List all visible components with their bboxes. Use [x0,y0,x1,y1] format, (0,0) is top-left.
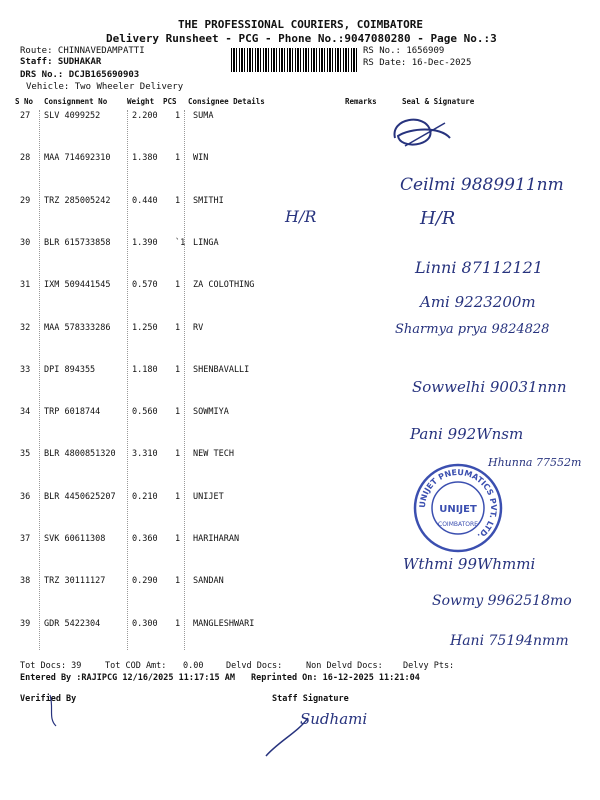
row-pcs: 1 [175,619,181,629]
row-pcs: 1 [175,534,181,544]
row-consignment-no: GDR 5422304 [44,619,101,629]
row-consignment-no: BLR 4450625207 [44,492,116,502]
signature-35: Hhunna 77552m [488,456,582,469]
company-title: THE PROFESSIONAL COURIERS, COIMBATORE [178,18,424,31]
row-consignment-no: SVK 60611308 [44,534,106,544]
sep-line-1 [39,110,41,650]
col-pcs: PCS [163,97,177,106]
row-weight: 1.250 [132,323,158,333]
col-consignment: Consignment No [44,97,108,106]
row-consignee: LINGA [193,238,219,248]
signature-30: Linni 87112121 [415,258,543,277]
signature-37: Wthmi 99Whmmi [403,555,536,573]
row-consignee: UNIJET [193,492,224,502]
total-cod-label: Tot COD Amt: [105,661,167,671]
entered-by: Entered By :RAJIPCG 12/16/2025 11:17:15 AM [20,673,235,683]
row-weight: 0.560 [132,407,158,417]
seal-city-text: COIMBATORE [438,521,478,528]
route: Route: CHINNAVEDAMPATTI [20,46,145,56]
total-docs: Tot Docs: 39 [20,661,82,671]
row-sno: 39 [20,619,31,629]
vehicle: Vehicle: Two Wheeler Delivery [26,82,184,92]
row-pcs: 1 [175,576,181,586]
row-pcs: `1 [175,238,186,248]
row-consignment-no: MAA 578333286 [44,323,111,333]
row-weight: 0.360 [132,534,158,544]
staff-signature: Sudhami [300,710,368,728]
row-sno: 34 [20,407,31,417]
signature-33: Sowwelhi 90031nnn [412,378,567,396]
seal-center-text: UNIJET [439,504,477,515]
col-weight: Weight [127,97,155,106]
row-pcs: 1 [175,280,181,290]
col-remarks: Remarks [345,97,377,106]
row-weight: 0.300 [132,619,158,629]
signature-38: Sowmy 9962518mo [432,593,572,609]
row-consignee: ZA COLOTHING [193,280,255,290]
row-weight: 2.200 [132,111,158,121]
row-consignee: SOWMIYA [193,407,229,417]
row-consignment-no: TRZ 285005242 [44,196,111,206]
signature-29: H/R [420,208,456,229]
runsheet-title: Delivery Runsheet - PCG - Phone No.:9047080280 - Page No.:3 [106,32,497,45]
row-sno: 35 [20,449,31,459]
row-sno: 31 [20,280,31,290]
row-sno: 36 [20,492,31,502]
row-consignment-no: BLR 615733858 [44,238,111,248]
row-sno: 33 [20,365,31,375]
row-consignee: WIN [193,153,209,163]
row-consignee: NEW TECH [193,449,234,459]
row-consignment-no: DPI 894355 [44,365,96,375]
row-consignee: SANDAN [193,576,224,586]
col-seal-signature: Seal & Signature [402,97,475,106]
verified-by: Verified By [20,694,77,704]
row-consignment-no: SLV 4099252 [44,111,101,121]
row-weight: 1.180 [132,365,158,375]
row-sno: 27 [20,111,31,121]
row-pcs: 1 [175,492,181,502]
row-consignee: SHENBAVALLI [193,365,250,375]
row-weight: 1.380 [132,153,158,163]
col-consignee: Consignee Details [188,97,265,106]
row-weight: 0.570 [132,280,158,290]
drs-number: DRS No.: DCJB165690903 [20,70,140,80]
row-consignee: RV [193,323,204,333]
row-consignment-no: TRZ 30111127 [44,576,106,586]
staff: Staff: SUDHAKAR [20,57,102,67]
sep-line-2 [127,110,129,650]
staff-signature-stroke [258,712,318,762]
remark-handwriting: H/R [285,207,317,226]
row-weight: 3.310 [132,449,158,459]
row-consignee: SMITHI [193,196,224,206]
seal-company-text: UNIJET PNEUMATICS PVT. LTD. [417,467,499,541]
row-pcs: 1 [175,196,181,206]
row-pcs: 1 [175,323,181,333]
row-sno: 30 [20,238,31,248]
row-weight: 1.390 [132,238,158,248]
non-delivered-docs: Non Delvd Docs: [306,661,383,671]
company-seal [412,462,504,554]
staff-signature-label: Staff Signature [272,694,349,704]
row-consignment-no: BLR 4800851320 [44,449,116,459]
signature-31: Ami 9223200m [420,293,536,311]
col-sno: S No [15,97,34,106]
row-sno: 38 [20,576,31,586]
row-pcs: 1 [175,449,181,459]
row-sno: 32 [20,323,31,333]
row-sno: 28 [20,153,31,163]
signature-28: Ceilmi 9889911nm [400,175,564,195]
verified-scribble [42,690,72,730]
row-consignee: MANGLESHWARI [193,619,255,629]
row-pcs: 1 [175,111,181,121]
row-weight: 0.440 [132,196,158,206]
row-pcs: 1 [175,153,181,163]
rs-number: RS No.: 1656909 [363,46,445,56]
row-consignee: SUMA [193,111,214,121]
reprinted-on: Reprinted On: 16-12-2025 11:21:04 [251,673,420,683]
row-pcs: 1 [175,365,181,375]
row-consignee: HARIHARAN [193,534,240,544]
row-consignment-no: IXM 509441545 [44,280,111,290]
row-pcs: 1 [175,407,181,417]
signature-39: Hani 75194nmm [450,633,569,649]
delivered-docs: Delvd Docs: [226,661,283,671]
row-sno: 37 [20,534,31,544]
signature-34: Pani 992Wnsm [410,425,524,443]
row-consignment-no: TRP 6018744 [44,407,101,417]
delivery-points: Delvy Pts: [403,661,455,671]
sep-line-3 [184,110,186,650]
signature-32: Sharmya prya 9824828 [395,322,550,337]
rs-date: RS Date: 16-Dec-2025 [363,58,472,68]
row-weight: 0.210 [132,492,158,502]
total-cod-amount: 0.00 [183,661,204,671]
barcode [231,48,359,72]
row-sno: 29 [20,196,31,206]
signature-27 [380,108,460,158]
row-consignment-no: MAA 714692310 [44,153,111,163]
row-weight: 0.290 [132,576,158,586]
